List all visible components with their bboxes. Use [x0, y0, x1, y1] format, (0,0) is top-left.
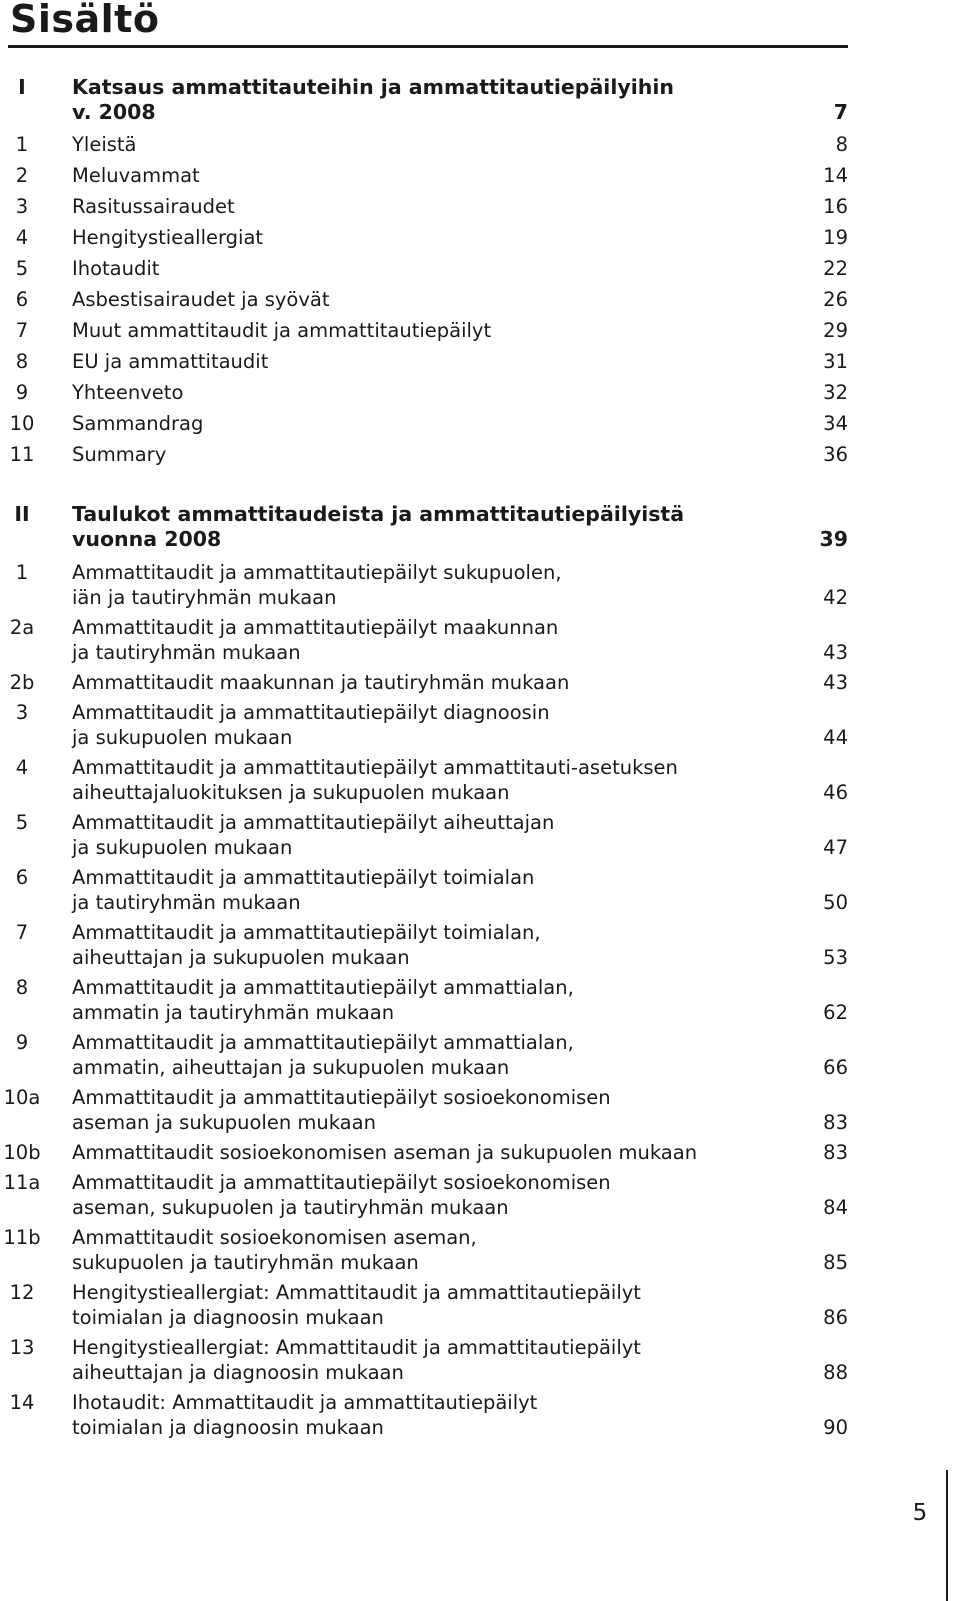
entry-number: II: [14, 502, 30, 526]
entry-number: 9: [15, 1031, 29, 1054]
entry-title: [72, 1030, 762, 1080]
entry-page: 31: [823, 350, 848, 373]
entry-title-line: Ammattitaudit ja ammattitautiepäilyt toimialan,: [72, 921, 541, 944]
toc-entry: [0, 670, 848, 695]
entry-title-line: ja sukupuolen mukaan: [72, 836, 293, 859]
entry-title-line: Hengitystieallergiat: Ammattitaudit ja ammattitautiepäilyt: [72, 1281, 641, 1304]
entry-page: 44: [823, 726, 848, 749]
entry-number: 3: [15, 701, 29, 724]
entry-title-line: ja tautiryhmän mukaan: [72, 641, 301, 664]
entry-title-line: Taulukot ammattitaudeista ja ammattitautiepäilyistä: [72, 502, 685, 526]
entry-number: 2a: [9, 616, 35, 639]
toc-entry: [0, 560, 848, 610]
toc-entry: [0, 615, 848, 665]
entry-page: 42: [823, 586, 848, 609]
entry-title: [72, 380, 762, 405]
entry-page: 32: [823, 381, 848, 404]
entry-title-line: Ammattitaudit ja ammattitautiepäilyt diagnoosin: [72, 701, 550, 724]
toc-entry: [0, 225, 848, 250]
entry-number: 5: [15, 811, 29, 834]
toc-entry: [0, 700, 848, 750]
entry-title: [72, 1140, 762, 1165]
entry-title-line: Asbestisairaudet ja syövät: [72, 288, 330, 311]
entry-title: [72, 75, 772, 125]
toc-entry: [0, 380, 848, 405]
entry-title-line: Ammattitaudit sosioekonomisen aseman,: [72, 1226, 477, 1249]
entry-title-line: Meluvammat: [72, 164, 200, 187]
toc-entry: [0, 163, 848, 188]
entry-number: 2: [15, 164, 29, 187]
entry-page: 7: [833, 100, 848, 124]
entry-title-line: Ammattitaudit ja ammattitautiepäilyt sosioekonomisen: [72, 1171, 611, 1194]
entry-number: 4: [15, 226, 29, 249]
entry-title-line: Ammattitaudit ja ammattitautiepäilyt ammattitauti-asetuksen: [72, 756, 678, 779]
entry-title: [72, 411, 762, 436]
entry-title-line: aiheuttajan ja diagnoosin mukaan: [72, 1361, 404, 1384]
toc-entry: [0, 442, 848, 467]
toc-entry: [0, 1085, 848, 1135]
entry-title-line: sukupuolen ja tautiryhmän mukaan: [72, 1251, 419, 1274]
toc-entry: [0, 1280, 848, 1330]
entry-title: [72, 1390, 762, 1440]
entry-number: 12: [9, 1281, 35, 1304]
entry-page: 8: [835, 133, 848, 156]
toc-entry: [0, 920, 848, 970]
entry-number: 13: [9, 1336, 35, 1359]
entry-title: [72, 920, 762, 970]
entry-number: 5: [15, 257, 29, 280]
entry-title-line: vuonna 2008: [72, 527, 222, 551]
entry-number: 7: [15, 921, 29, 944]
entry-number: 2b: [9, 671, 35, 694]
entry-page: 29: [823, 319, 848, 342]
toc-entry: [0, 865, 848, 915]
entry-number: 1: [15, 133, 29, 156]
entry-title: [72, 1335, 762, 1385]
entry-page: 83: [823, 1111, 848, 1134]
entry-title: [72, 132, 762, 157]
entry-page: 62: [823, 1001, 848, 1024]
entry-number: 6: [15, 866, 29, 889]
entry-title-line: Ammattitaudit maakunnan ja tautiryhmän mukaan: [72, 671, 570, 694]
entry-page: 47: [823, 836, 848, 859]
side-rule: [946, 1470, 948, 1601]
entry-title: [72, 1280, 762, 1330]
entry-number: I: [18, 75, 26, 99]
toc-entry: [0, 287, 848, 312]
toc-entry: [0, 256, 848, 281]
entry-title-line: Sammandrag: [72, 412, 204, 435]
toc-entry: [0, 132, 848, 157]
section-heading: [0, 75, 848, 125]
entry-page: 43: [823, 641, 848, 664]
entry-page: 22: [823, 257, 848, 280]
entry-title-line: Ammattitaudit ja ammattitautiepäilyt toimialan: [72, 866, 535, 889]
entry-number: 10a: [3, 1086, 41, 1109]
toc-entry: [0, 1170, 848, 1220]
toc-entry: [0, 1335, 848, 1385]
entry-title-line: Ihotaudit: [72, 257, 160, 280]
entry-title: [72, 318, 762, 343]
entry-page: 88: [823, 1361, 848, 1384]
entry-title-line: ammatin ja tautiryhmän mukaan: [72, 1001, 395, 1024]
entry-number: 11: [9, 443, 35, 466]
entry-number: 1: [15, 561, 29, 584]
entry-title-line: Ammattitaudit ja ammattitautiepäilyt sukupuolen,: [72, 561, 562, 584]
entry-title-line: Ammattitaudit sosioekonomisen aseman ja sukupuolen mukaan: [72, 1141, 698, 1164]
entry-title-line: aseman ja sukupuolen mukaan: [72, 1111, 376, 1134]
entry-title-line: aiheuttajan ja sukupuolen mukaan: [72, 946, 410, 969]
entry-title-line: v. 2008: [72, 100, 156, 124]
entry-page: 16: [823, 195, 848, 218]
entry-number: 11a: [3, 1171, 41, 1194]
entry-title-line: Ammattitaudit ja ammattitautiepäilyt ammattialan,: [72, 1031, 574, 1054]
entry-page: 26: [823, 288, 848, 311]
entry-title-line: Ammattitaudit ja ammattitautiepäilyt maakunnan: [72, 616, 559, 639]
entry-page: 85: [823, 1251, 848, 1274]
entry-number: 9: [15, 381, 29, 404]
entry-title-line: Summary: [72, 443, 167, 466]
entry-page: 39: [819, 527, 848, 551]
entry-title: [72, 810, 762, 860]
entry-title: [72, 225, 762, 250]
entry-title-line: toimialan ja diagnoosin mukaan: [72, 1416, 384, 1439]
entry-title: [72, 442, 762, 467]
entry-title: [72, 287, 762, 312]
entry-title: [72, 256, 762, 281]
entry-number: 4: [15, 756, 29, 779]
entry-title: [72, 700, 762, 750]
toc-entry: [0, 318, 848, 343]
entry-title-line: toimialan ja diagnoosin mukaan: [72, 1306, 384, 1329]
entry-page: 53: [823, 946, 848, 969]
entry-title-line: Rasitussairaudet: [72, 195, 235, 218]
entry-page: 83: [823, 1141, 848, 1164]
toc-entry: [0, 755, 848, 805]
toc-entry: [0, 810, 848, 860]
toc-entry: [0, 194, 848, 219]
toc-entry: [0, 975, 848, 1025]
entry-number: 6: [15, 288, 29, 311]
entry-number: 10b: [3, 1141, 41, 1164]
entry-number: 8: [15, 350, 29, 373]
entry-title: [72, 865, 762, 915]
entry-page: 14: [823, 164, 848, 187]
entry-number: 10: [9, 412, 35, 435]
entry-number: 3: [15, 195, 29, 218]
toc-entry: [0, 1030, 848, 1080]
entry-title: [72, 349, 762, 374]
entry-title: [72, 1225, 762, 1275]
section-heading: [0, 502, 848, 552]
entry-title: [72, 670, 762, 695]
entry-title-line: Katsaus ammattitauteihin ja ammattitautiepäilyihin: [72, 75, 674, 99]
page-title: Sisältö: [10, 0, 160, 41]
entry-title: [72, 615, 762, 665]
entry-page: 90: [823, 1416, 848, 1439]
entry-title: [72, 560, 762, 610]
entry-title-line: aseman, sukupuolen ja tautiryhmän mukaan: [72, 1196, 509, 1219]
entry-title-line: EU ja ammattitaudit: [72, 350, 269, 373]
entry-number: 7: [15, 319, 29, 342]
entry-page: 66: [823, 1056, 848, 1079]
entry-page: 34: [823, 412, 848, 435]
entry-number: 8: [15, 976, 29, 999]
entry-title-line: Hengitystieallergiat: [72, 226, 264, 249]
entry-page: 46: [823, 781, 848, 804]
toc-entry: [0, 411, 848, 436]
entry-title-line: ja tautiryhmän mukaan: [72, 891, 301, 914]
entry-title-line: Ammattitaudit ja ammattitautiepäilyt ammattialan,: [72, 976, 574, 999]
toc-entry: [0, 1390, 848, 1440]
entry-title: [72, 502, 772, 552]
entry-page: 19: [823, 226, 848, 249]
entry-title-line: Muut ammattitaudit ja ammattitautiepäilyt: [72, 319, 492, 342]
entry-title-line: Yhteenveto: [72, 381, 184, 404]
entry-page: 86: [823, 1306, 848, 1329]
entry-page: 84: [823, 1196, 848, 1219]
title-rule: [8, 45, 848, 48]
entry-title-line: aiheuttajaluokituksen ja sukupuolen mukaan: [72, 781, 510, 804]
entry-page: 50: [823, 891, 848, 914]
entry-number: 14: [9, 1391, 35, 1414]
entry-title: [72, 1170, 762, 1220]
entry-title-line: Hengitystieallergiat: Ammattitaudit ja ammattitautiepäilyt: [72, 1336, 641, 1359]
entry-page: 36: [823, 443, 848, 466]
entry-title: [72, 1085, 762, 1135]
entry-title: [72, 975, 762, 1025]
entry-number: 11b: [3, 1226, 41, 1249]
entry-title: [72, 755, 762, 805]
entry-title: [72, 163, 762, 188]
entry-title: [72, 194, 762, 219]
entry-page: 43: [823, 671, 848, 694]
toc-entry: [0, 349, 848, 374]
entry-title-line: ammatin, aiheuttajan ja sukupuolen mukaan: [72, 1056, 510, 1079]
page-number: 5: [912, 1500, 928, 1526]
entry-title-line: Ammattitaudit ja ammattitautiepäilyt sosioekonomisen: [72, 1086, 611, 1109]
entry-title-line: ja sukupuolen mukaan: [72, 726, 293, 749]
entry-title-line: iän ja tautiryhmän mukaan: [72, 586, 337, 609]
toc-entry: [0, 1225, 848, 1275]
entry-title-line: Yleistä: [72, 133, 137, 156]
entry-title-line: Ihotaudit: Ammattitaudit ja ammattitautiepäilyt: [72, 1391, 538, 1414]
toc-entry: [0, 1140, 848, 1165]
entry-title-line: Ammattitaudit ja ammattitautiepäilyt aiheuttajan: [72, 811, 555, 834]
